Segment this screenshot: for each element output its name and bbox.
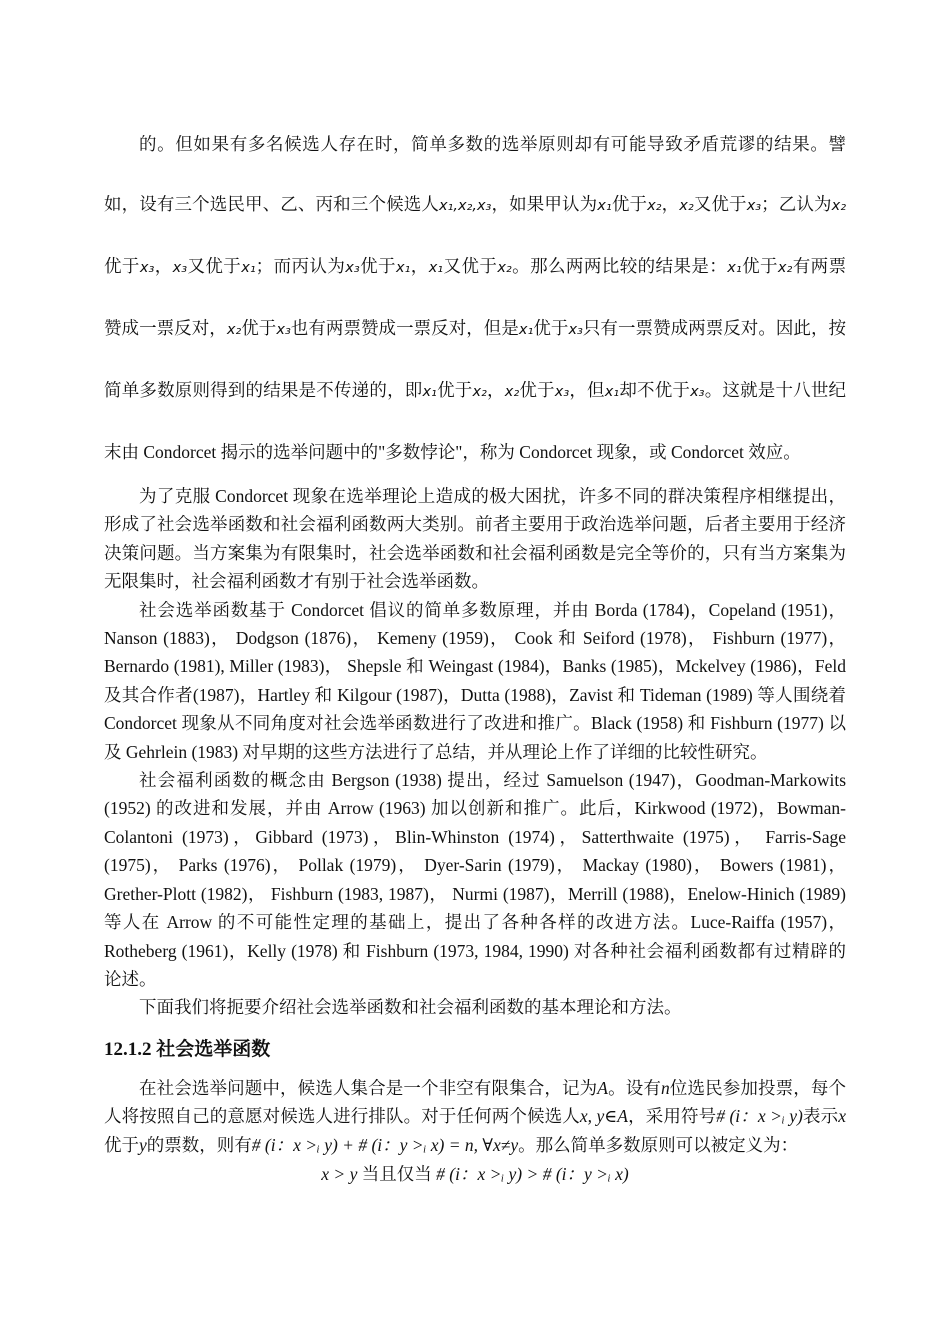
paragraph-majority-rule [104,1074,846,1159]
math-variable: x₂ [647,198,662,214]
text-segment: 优于 [104,256,140,276]
text-segment: 优于 [241,318,277,338]
math-variable: x₁ [395,260,411,276]
text-segment: 优于 [519,380,555,400]
text-segment: 优于 [359,256,396,276]
math-variable: x₁ [422,384,437,400]
math-variable: x₃ [746,198,762,214]
text-segment: ， [661,194,680,214]
text-segment: 也有两票赞成一票反对，但是 [290,318,519,338]
text-segment: 。这就是十八世纪末由 Condorcet 揭示的选举问题中的"多数悖论"，称为 Condorcet 现象，或 Condorcet 效应。 [104,380,847,462]
math-variable: x₁ [518,322,534,338]
text-segment: ， [154,256,173,276]
math-variable: x₃ [568,322,583,338]
math-variable: x₃ [172,260,188,276]
math-variable: x₂ [226,322,242,338]
math-inline: y [139,1134,147,1155]
math-variable: x₁ [597,198,612,214]
text-segment: ；乙认为 [761,194,832,214]
text-segment: 优于 [436,380,473,400]
text-segment: 。那么两两比较的结果是： [511,256,728,276]
text-segment: 。设有 [607,1077,661,1098]
text-segment: 位选民参加投票，每个人将按照自己的意愿对候选人进行排队。对于任何两个候选人 [104,1077,847,1127]
text-segment: ， [410,256,429,276]
text-segment: ，采用符号 [627,1106,717,1127]
math-variable: x₂ [777,260,793,276]
math-variable: x₃ [139,260,155,276]
math-variable: x₂ [497,260,512,276]
math-inline: x, y∈A [579,1106,628,1127]
paragraph-group-decision: 为了克服 Condorcet 现象在选举理论上造成的极大困扰，许多不同的群决策程序相继提出，形成了社会选举函数和社会福利函数两大类别。前者主要用于政治选举问题，后者主要用于经济决策问题。当方案集为有限集时，社会选举函数和社会福利函数是完全等价的，只有当方案集为无限集时，社会福利函数才有别于社会选举函数。 [104,486,846,592]
math-variable: x₃ [345,260,360,276]
majority-rule-formula [104,1159,846,1189]
math-variable: x₁ [604,384,620,400]
math-variable: x₂ [504,384,520,400]
text-segment: 优于 [741,256,778,276]
math-inline: x [838,1106,847,1127]
document-page [104,128,846,1189]
paragraph-intro-next: 下面我们将扼要介绍社会选举函数和社会福利函数的基本理论和方法。 [139,997,682,1018]
paragraph-social-choice-function: 社会选举函数基于 Condorcet 倡议的简单多数原理，并由 Borda (1784)，Copeland (1951)， Nanson (1883)， Dodgson (1876)， Kemeny (1959)， Cook 和 Seiford (1978)， Fishburn (1977)， Bernardo (1981), Miller (1983)， Shepsle 和 Weingast (1984)，Banks (1985)，Mckelvey (1986)，Feld 及其合作者(1987)，Hartley 和 Kilgour (1987)，Dutta (1988)，Zavist 和 Tideman (1989) 等人围绕着 Condorcet 现象从不同角度对社会选举函数进行了改进和推广。Black (1958) 和 Fishburn (1977) 以及 Gehrlein (1983) 对早期的这些方法进行了总结，并从理论上作了详细的比较性研究。 [104,599,846,762]
text-segment: 只有一票赞成两票反对。因此，按简单多数原则得到的结果是不传递的，即 [104,318,847,400]
section-heading: 12.1.2 社会选举函数 [104,1038,271,1060]
math-equation-inline: # (i：x >ᵢ y) + # (i：y >ᵢ x) = n, ∀x≠y [251,1134,519,1155]
text-segment: 却不优于 [619,380,691,400]
text-segment: 又优于 [693,194,747,214]
text-segment: 又优于 [443,256,498,276]
set-symbol: A [597,1077,608,1098]
math-variable: x₂ [679,198,694,214]
math-variable: x₃ [690,384,705,400]
formula-middle: 当且仅当 [361,1163,432,1184]
text-segment: 的票数，则有 [146,1134,252,1155]
math-inline: # (i：x >ᵢ y) [716,1106,803,1127]
formula-right: # (i：x >ᵢ y) > # (i：y >ᵢ x) [436,1163,629,1184]
text-segment: ，但 [569,380,605,400]
text-segment: 表示 [802,1106,839,1127]
math-variable: x₂ [831,198,847,214]
text-segment: 又优于 [187,256,242,276]
text-segment: 优于 [611,194,648,214]
math-variable: x₁ [727,260,742,276]
text-segment: 在社会选举问题中，候选人集合是一个非空有限集合，记为 [139,1077,598,1098]
math-variable: x₁ [241,260,256,276]
voter-count-symbol: n [661,1077,670,1098]
math-variable: x₃ [554,384,570,400]
text-segment: 有两票赞成一票反对， [104,256,847,338]
text-segment: 。那么简单多数原则可以被定义为： [518,1134,799,1155]
text-segment: 优于 [533,318,569,338]
math-variable: x₁ [428,260,444,276]
math-variable: x₂ [472,384,487,400]
text-segment: ， [486,380,505,400]
paragraph-social-welfare-function: 社会福利函数的概念由 Bergson (1938) 提出，经过 Samuelson (1947)，Goodman-Markowits (1952) 的改进和发展，并由 Arrow (1963) 加以创新和推广。此后，Kirkwood (1972)，Bowman-Colantoni (1973)，Gibbard (1973)，Blin-Whinston (1974)，Satterthwaite (1975)， Farris-Sage (1975)， Parks (1976)， Pollak (1979)， Dyer-Sarin (1979)， Mackay (1980)， Bowers (1981)， Grether-Plott (1982)， Fishburn (1983, 1987)， Nurmi (1987)，Merrill (1988)，Enelow-Hinich (1989) 等人在 Arrow 的不可能性定理的基础上，提出了各种各样的改进方法。Luce-Raiffa (1957)，Rotheberg (1961)，Kelly (1978) 和 Fishburn (1973, 1984, 1990) 对各种社会福利函数都有过精辟的论述。 [104,770,846,989]
paragraph-condorcet-paradox [104,114,846,482]
math-variable: x₁,x₂,x₃ [438,198,492,214]
text-segment: ；而丙认为 [255,256,346,276]
text-segment: 的。但如果有多名候选人存在时，简单多数的选举原则却有可能导致矛盾荒谬的结果。譬如，设有三个选民甲、乙、丙和三个候选人 [104,134,846,214]
math-variable: x₃ [276,322,291,338]
text-segment: ，如果甲认为 [491,194,598,214]
formula-left: x > y [321,1163,358,1184]
text-segment: 优于 [104,1134,139,1155]
